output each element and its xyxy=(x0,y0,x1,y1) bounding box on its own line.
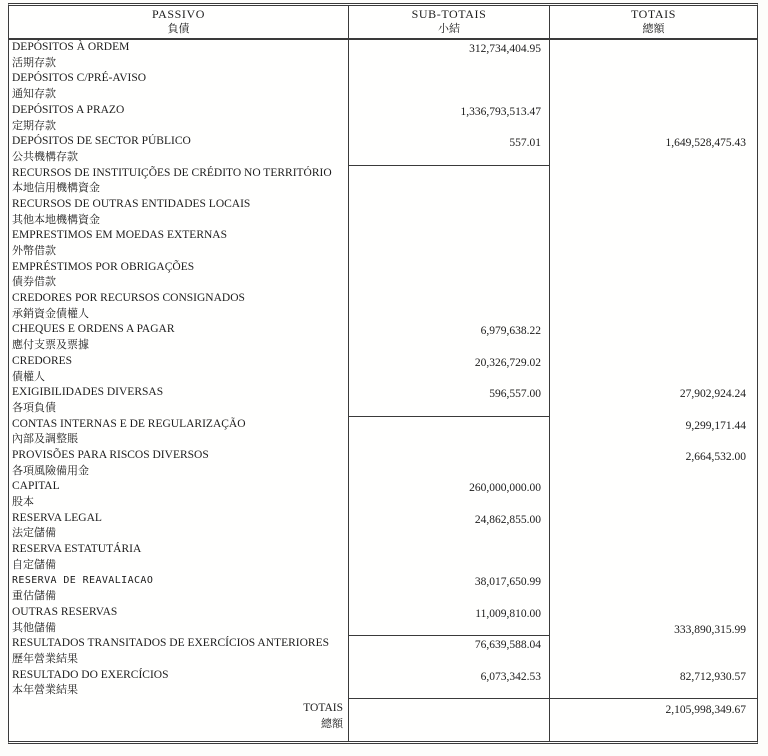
account-label-cell xyxy=(9,636,348,667)
account-name-pt: RESULTADOS TRANSITADOS DE EXERCÍCIOS ANTERIORES xyxy=(12,637,329,650)
account-name-cn: 股本 xyxy=(12,496,34,509)
total-cell xyxy=(550,228,757,259)
account-name-pt: CHEQUES E ORDENS A PAGAR xyxy=(12,323,175,336)
account-label-cell xyxy=(9,260,348,291)
account-name-pt: CONTAS INTERNAS E DE REGULARIZAÇÃO xyxy=(12,417,246,430)
subtotal-value: 20,326,729.02 xyxy=(474,356,541,369)
table-row xyxy=(9,260,757,291)
total-value xyxy=(550,542,757,543)
account-name-cn: 各項負債 xyxy=(12,401,56,414)
total-cell xyxy=(550,103,757,134)
table-row xyxy=(9,636,757,667)
account-label-cell xyxy=(9,322,348,353)
subtotal-value xyxy=(349,197,549,198)
total-cell xyxy=(550,197,757,228)
subtotal-value xyxy=(349,542,549,543)
total-cell xyxy=(550,71,757,102)
account-label-cell xyxy=(9,417,348,448)
total-value xyxy=(550,103,757,104)
account-name-pt: EXIGIBILIDADES DIVERSAS xyxy=(12,386,164,399)
table-row xyxy=(9,322,757,353)
account-name-cn: 本地信用機構資金 xyxy=(12,182,100,195)
table-row xyxy=(9,166,757,197)
account-name-pt: CREDORES POR RECURSOS CONSIGNADOS xyxy=(12,292,245,304)
table-body xyxy=(9,40,757,699)
account-label-cell xyxy=(9,103,348,134)
subtotal-value: 11,009,810.00 xyxy=(475,607,541,620)
subtotal-value: 24,862,855.00 xyxy=(474,513,541,526)
table-row xyxy=(9,134,757,165)
table-row xyxy=(9,103,757,134)
subtotal-cell xyxy=(348,322,550,353)
account-label-cell xyxy=(9,385,348,416)
total-value xyxy=(550,40,757,41)
account-name-cn: 定期存款 xyxy=(12,119,56,132)
total-value: 333,890,315.99 xyxy=(674,623,746,636)
header-cell-passivo xyxy=(9,6,348,38)
total-cell xyxy=(550,260,757,291)
total-cell xyxy=(550,322,757,353)
account-name-pt: RESERVA DE REAVALIACAO xyxy=(12,575,154,587)
account-name-pt: PROVISÕES PARA RISCOS DIVERSOS xyxy=(12,448,209,461)
table-row xyxy=(9,385,757,416)
account-name-pt: RECURSOS DE INSTITUIÇÕES DE CRÉDITO NO TERRITÓRIO xyxy=(12,166,332,179)
account-label-cell xyxy=(9,511,348,542)
total-cell xyxy=(550,40,757,71)
totals-total-cell xyxy=(550,699,757,741)
table-row xyxy=(9,511,757,542)
header-cell-subtotals xyxy=(348,6,550,38)
subtotal-value: 6,073,342.53 xyxy=(480,670,541,683)
total-cell xyxy=(550,573,757,604)
subtotal-cell xyxy=(348,291,550,322)
total-cell xyxy=(550,448,757,479)
total-cell xyxy=(550,542,757,573)
total-value xyxy=(550,479,757,480)
total-value: 2,664,532.00 xyxy=(685,450,746,463)
account-name-cn: 重估儲備 xyxy=(12,590,56,603)
total-value xyxy=(550,197,757,198)
totals-row xyxy=(9,699,757,741)
liabilities-table xyxy=(8,3,758,744)
total-value xyxy=(550,354,757,355)
account-label-cell xyxy=(9,354,348,385)
account-name-cn: 公共機構存款 xyxy=(12,150,78,163)
account-label-cell xyxy=(9,197,348,228)
account-name-pt: RESERVA ESTATUTÁRIA xyxy=(12,543,142,555)
subtotal-cell xyxy=(348,71,550,102)
table-row xyxy=(9,417,757,448)
subtotal-value: 260,000,000.00 xyxy=(469,482,541,495)
totals-label-cell xyxy=(9,699,348,741)
account-name-pt: DEPÓSITOS C/PRÉ-AVISO xyxy=(12,72,147,85)
account-name-cn: 活期存款 xyxy=(12,56,56,69)
subtotal-value: 38,017,650.99 xyxy=(474,576,541,589)
table-row xyxy=(9,448,757,479)
account-name-pt: EMPRESTIMOS EM MOEDAS EXTERNAS xyxy=(12,229,228,242)
subtotal-cell xyxy=(348,448,550,479)
table-row xyxy=(9,354,757,385)
total-value xyxy=(550,291,757,292)
subtotal-cell xyxy=(348,197,550,228)
account-name-cn: 其他本地機構資金 xyxy=(12,213,100,226)
subtotal-value: 312,734,404.95 xyxy=(469,43,541,55)
subtotal-cell xyxy=(348,479,550,510)
header-passivo-pt: PASSIVO xyxy=(151,7,206,21)
subtotal-value xyxy=(349,291,549,292)
account-label-cell xyxy=(9,291,348,322)
subtotal-value xyxy=(349,71,549,72)
account-label-cell xyxy=(9,40,348,71)
account-name-cn: 法定儲備 xyxy=(12,527,56,540)
total-value xyxy=(550,71,757,72)
account-label-cell xyxy=(9,134,348,165)
totals-subtotal-cell xyxy=(348,699,550,741)
table-row xyxy=(9,573,757,604)
total-value: 27,902,924.24 xyxy=(679,388,746,401)
subtotal-value xyxy=(349,228,549,229)
totals-label-cn: 總額 xyxy=(321,717,343,730)
total-value xyxy=(550,511,757,512)
account-label-cell xyxy=(9,668,348,699)
subtotal-cell xyxy=(348,605,550,636)
account-label-cell xyxy=(9,448,348,479)
subtotal-value: 596,557.00 xyxy=(489,388,541,401)
header-passivo-cn: 負債 xyxy=(167,23,190,35)
subtotal-value: 6,979,638.22 xyxy=(480,325,541,338)
total-cell xyxy=(550,511,757,542)
total-cell xyxy=(550,134,757,165)
account-label-cell xyxy=(9,228,348,259)
account-name-pt: OUTRAS RESERVAS xyxy=(12,605,118,618)
total-cell xyxy=(550,385,757,416)
subtotal-cell xyxy=(348,573,550,604)
total-value xyxy=(550,260,757,261)
table-row xyxy=(9,542,757,573)
subtotal-cell xyxy=(348,636,550,667)
subtotal-cell xyxy=(348,354,550,385)
table-row xyxy=(9,479,757,510)
total-value xyxy=(550,166,757,167)
total-cell xyxy=(550,479,757,510)
subtotal-cell xyxy=(348,228,550,259)
subtotal-value xyxy=(349,166,549,167)
account-name-pt: RESERVA LEGAL xyxy=(12,511,102,524)
account-name-pt: RECURSOS DE OUTRAS ENTIDADES LOCAIS xyxy=(12,197,251,210)
total-cell xyxy=(550,291,757,322)
account-name-cn: 歷年營業結果 xyxy=(12,652,78,665)
subtotal-value: 1,336,793,513.47 xyxy=(460,105,541,118)
header-totals-pt: TOTAIS xyxy=(630,7,677,21)
account-name-cn: 債權人 xyxy=(12,370,45,383)
account-name-cn: 其他儲備 xyxy=(12,621,56,634)
subtotal-cell xyxy=(348,668,550,699)
table-row xyxy=(9,291,757,322)
total-cell xyxy=(550,636,757,667)
table-row xyxy=(9,197,757,228)
subtotal-cell xyxy=(348,542,550,573)
total-value xyxy=(550,636,757,637)
total-value xyxy=(550,573,757,574)
account-name-pt: CREDORES xyxy=(12,354,73,367)
table-row xyxy=(9,605,757,636)
subtotal-value: 76,639,588.04 xyxy=(474,639,541,652)
table-header-row xyxy=(9,6,757,40)
subtotal-value xyxy=(349,260,549,261)
subtotal-cell xyxy=(348,260,550,291)
account-name-pt: DEPÓSITOS A PRAZO xyxy=(12,103,125,116)
subtotal-cell xyxy=(348,417,550,448)
header-subtotals-cn: 小結 xyxy=(438,23,460,35)
header-cell-totals xyxy=(550,6,757,38)
subtotal-value: 557.01 xyxy=(509,137,541,150)
account-label-cell xyxy=(9,479,348,510)
total-cell xyxy=(550,166,757,197)
subtotal-cell xyxy=(348,166,550,197)
subtotal-value xyxy=(349,417,549,418)
total-value: 9,299,171.44 xyxy=(685,419,746,432)
account-label-cell xyxy=(9,166,348,197)
account-name-pt: DEPÓSITOS DE SECTOR PÚBLICO xyxy=(12,135,191,148)
account-name-cn: 各項風險備用金 xyxy=(12,464,89,477)
subtotal-cell xyxy=(348,40,550,71)
total-value: 1,649,528,475.43 xyxy=(665,137,746,150)
table-row xyxy=(9,668,757,699)
total-cell xyxy=(550,354,757,385)
account-name-pt: CAPITAL xyxy=(12,480,60,493)
total-cell xyxy=(550,605,757,636)
account-label-cell xyxy=(9,542,348,573)
account-label-cell xyxy=(9,573,348,604)
table-row xyxy=(9,71,757,102)
account-name-cn: 通知存款 xyxy=(12,88,56,101)
account-name-cn: 自定儲備 xyxy=(12,558,56,571)
subtotal-cell xyxy=(348,511,550,542)
grand-total-value: 2,105,998,349.67 xyxy=(665,704,746,716)
account-label-cell xyxy=(9,71,348,102)
account-name-cn: 本年營業結果 xyxy=(12,684,78,697)
table-row xyxy=(9,40,757,71)
subtotal-value xyxy=(349,448,549,449)
account-name-cn: 外幣借款 xyxy=(12,245,56,258)
subtotal-cell xyxy=(348,385,550,416)
header-totals-cn: 總額 xyxy=(642,23,665,35)
total-cell xyxy=(550,668,757,699)
account-name-cn: 應付支票及票據 xyxy=(12,339,89,352)
account-name-cn: 內部及調整賬 xyxy=(12,433,78,446)
header-subtotals-pt: SUB-TOTAIS xyxy=(411,7,487,21)
total-value: 82,712,930.57 xyxy=(679,670,746,683)
account-name-cn: 承銷資金債權人 xyxy=(12,307,89,320)
table-row xyxy=(9,228,757,259)
subtotal-cell xyxy=(348,103,550,134)
account-name-pt: EMPRÉSTIMOS POR OBRIGAÇÕES xyxy=(12,260,195,273)
totals-label-pt: TOTAIS xyxy=(303,702,343,714)
total-value xyxy=(550,322,757,323)
account-label-cell xyxy=(9,605,348,636)
account-name-cn: 債券借款 xyxy=(12,276,56,289)
total-cell xyxy=(550,417,757,448)
total-value xyxy=(550,228,757,229)
account-name-pt: DEPÓSITOS À ORDEM xyxy=(12,41,130,53)
subtotal-cell xyxy=(348,134,550,165)
account-name-pt: RESULTADO DO EXERCÍCIOS xyxy=(12,668,169,681)
